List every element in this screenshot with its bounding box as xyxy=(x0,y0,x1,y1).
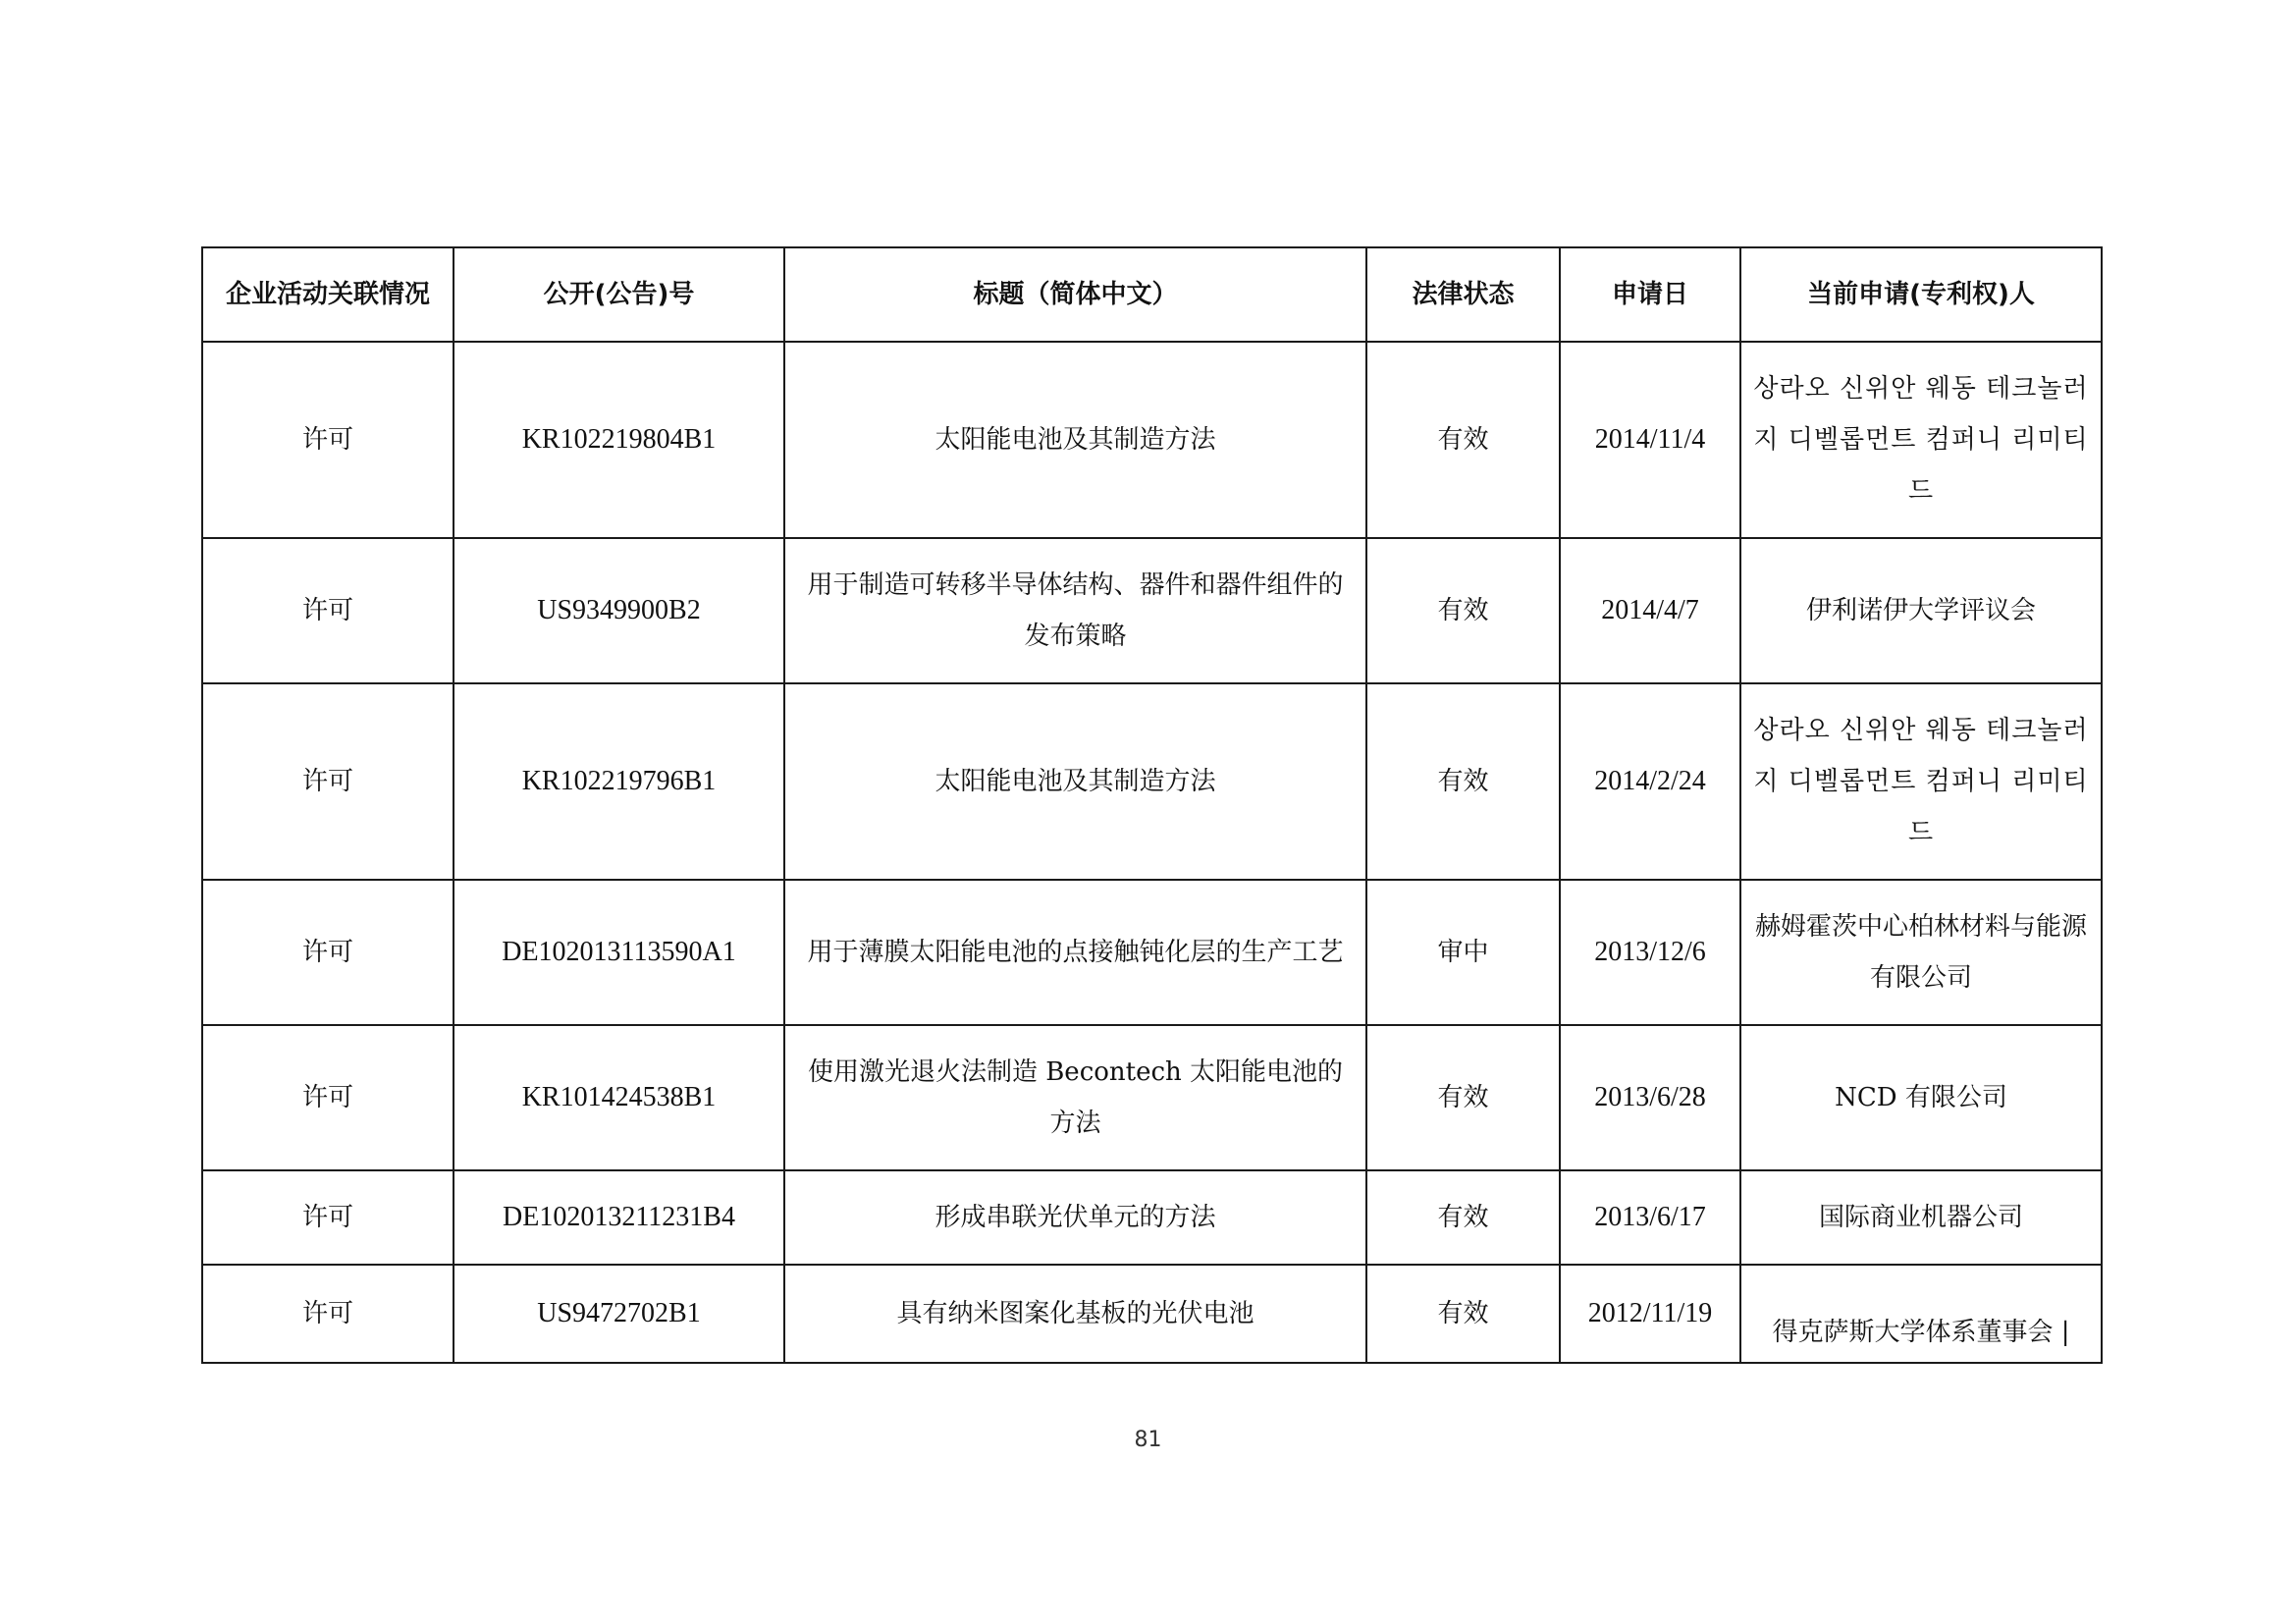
cell-legal-status: 审中 xyxy=(1366,880,1560,1025)
cell-publication-number: KR102219804B1 xyxy=(454,342,784,538)
cell-activity: 许可 xyxy=(202,880,454,1025)
cell-title: 使用激光退火法制造 Becontech 太阳能电池的方法 xyxy=(784,1025,1366,1170)
header-publication-number: 公开(公告)号 xyxy=(454,247,784,342)
cell-activity: 许可 xyxy=(202,342,454,538)
header-legal-status: 法律状态 xyxy=(1366,247,1560,342)
table-row xyxy=(202,1025,2102,1170)
cell-activity: 许可 xyxy=(202,1170,454,1265)
cell-legal-status: 有效 xyxy=(1366,538,1560,683)
table-row xyxy=(202,538,2102,683)
cell-application-date: 2014/4/7 xyxy=(1560,538,1740,683)
cell-title: 用于制造可转移半导体结构、器件和器件组件的发布策略 xyxy=(784,538,1366,683)
cell-publication-number: US9472702B1 xyxy=(454,1265,784,1363)
cell-application-date: 2014/11/4 xyxy=(1560,342,1740,538)
table-row xyxy=(202,683,2102,880)
cell-title: 用于薄膜太阳能电池的点接触钝化层的生产工艺 xyxy=(784,880,1366,1025)
header-application-date: 申请日 xyxy=(1560,247,1740,342)
cell-applicant: 伊利诺伊大学评议会 xyxy=(1740,538,2102,683)
cell-legal-status: 有效 xyxy=(1366,1265,1560,1363)
cell-application-date: 2014/2/24 xyxy=(1560,683,1740,880)
cell-activity: 许可 xyxy=(202,683,454,880)
cell-activity: 许可 xyxy=(202,1025,454,1170)
table-row xyxy=(202,1170,2102,1265)
page-number: 81 xyxy=(1134,1428,1162,1452)
patent-table xyxy=(201,246,2103,1364)
cell-applicant: 상라오 신위안 웨동 테크놀러지 디벨롭먼트 컴퍼니 리미티드 xyxy=(1740,342,2102,538)
cell-publication-number: KR101424538B1 xyxy=(454,1025,784,1170)
cell-applicant: 상라오 신위안 웨동 테크놀러지 디벨롭먼트 컴퍼니 리미티드 xyxy=(1740,683,2102,880)
header-activity: 企业活动关联情况 xyxy=(202,247,454,342)
cell-applicant: NCD 有限公司 xyxy=(1740,1025,2102,1170)
cell-legal-status: 有效 xyxy=(1366,1025,1560,1170)
cell-legal-status: 有效 xyxy=(1366,1170,1560,1265)
table-row xyxy=(202,342,2102,538)
cell-publication-number: DE102013211231B4 xyxy=(454,1170,784,1265)
cell-applicant: 得克萨斯大学体系董事会 | xyxy=(1740,1265,2102,1363)
cell-legal-status: 有效 xyxy=(1366,342,1560,538)
cell-publication-number: US9349900B2 xyxy=(454,538,784,683)
table-row xyxy=(202,1265,2102,1363)
cell-application-date: 2013/6/28 xyxy=(1560,1025,1740,1170)
cell-applicant: 赫姆霍茨中心柏林材料与能源有限公司 xyxy=(1740,880,2102,1025)
cell-legal-status: 有效 xyxy=(1366,683,1560,880)
cell-title: 太阳能电池及其制造方法 xyxy=(784,683,1366,880)
cell-application-date: 2013/6/17 xyxy=(1560,1170,1740,1265)
cell-publication-number: KR102219796B1 xyxy=(454,683,784,880)
cell-application-date: 2013/12/6 xyxy=(1560,880,1740,1025)
cell-activity: 许可 xyxy=(202,538,454,683)
cell-applicant: 国际商业机器公司 xyxy=(1740,1170,2102,1265)
cell-title: 太阳能电池及其制造方法 xyxy=(784,342,1366,538)
header-applicant: 当前申请(专利权)人 xyxy=(1740,247,2102,342)
header-title: 标题（简体中文） xyxy=(784,247,1366,342)
cell-title: 具有纳米图案化基板的光伏电池 xyxy=(784,1265,1366,1363)
cell-application-date: 2012/11/19 xyxy=(1560,1265,1740,1363)
cell-publication-number: DE102013113590A1 xyxy=(454,880,784,1025)
table-header-row xyxy=(202,247,2102,342)
table-row xyxy=(202,880,2102,1025)
cell-activity: 许可 xyxy=(202,1265,454,1363)
cell-title: 形成串联光伏单元的方法 xyxy=(784,1170,1366,1265)
